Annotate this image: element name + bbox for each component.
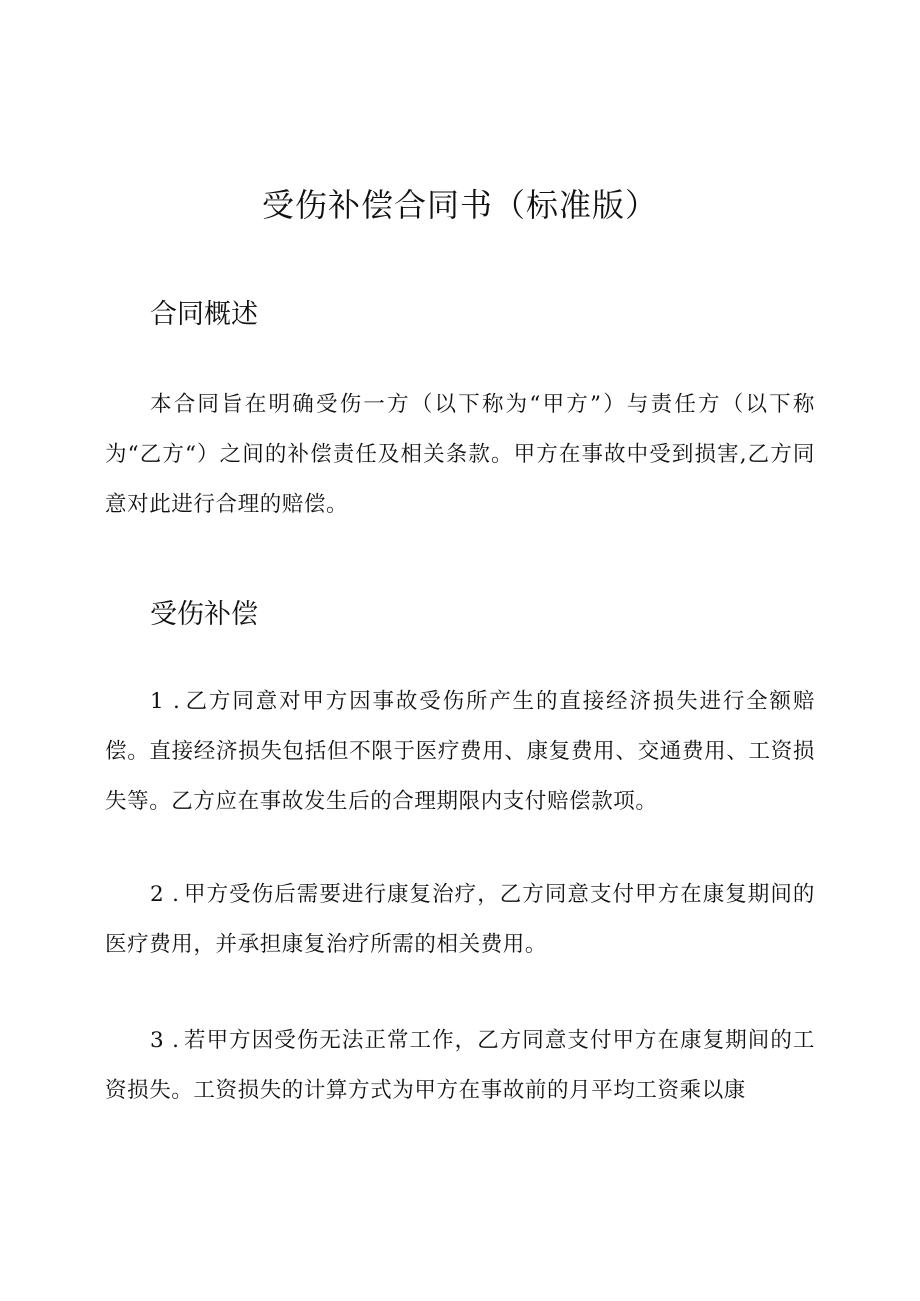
section-heading-overview: 合同概述 <box>150 299 258 330</box>
compensation-item-2 <box>105 870 815 970</box>
item-text: 乙方同意对甲方因事故受伤所产生的直接经济损失进行全额赔偿。直接经济损失包括但不限于医疗费用、康复费用、交通费用、工资损失等。乙方应在事故发生后的合理期限内支付赔偿款项。 <box>105 689 815 814</box>
item-number: 1 . <box>150 689 181 714</box>
compensation-item-1 <box>105 677 815 827</box>
compensation-item-3 <box>105 1016 815 1116</box>
overview-paragraph: 本合同旨在明确受伤一方（以下称为“甲方”）与责任方（以下称为“乙方“）之间的补偿责任及相关条款。甲方在事故中受到损害,乙方同意对此进行合理的赔偿。 <box>105 392 815 517</box>
item-number: 2 . <box>150 882 180 907</box>
document-title: 受伤补偿合同书（标准版） <box>261 186 658 224</box>
item-text: 甲方受伤后需要进行康复治疗，乙方同意支付甲方在康复期间的医疗费用，并承担康复治疗所需的相关费用。 <box>105 882 815 957</box>
item-text: 若甲方因受伤无法正常工作，乙方同意支付甲方在康复期间的工资损失。工资损失的计算方式为甲方在事故前的月平均工资乘以康 <box>105 1028 815 1103</box>
item-number: 3 . <box>150 1028 180 1053</box>
section-heading-compensation: 受伤补偿 <box>150 599 258 630</box>
